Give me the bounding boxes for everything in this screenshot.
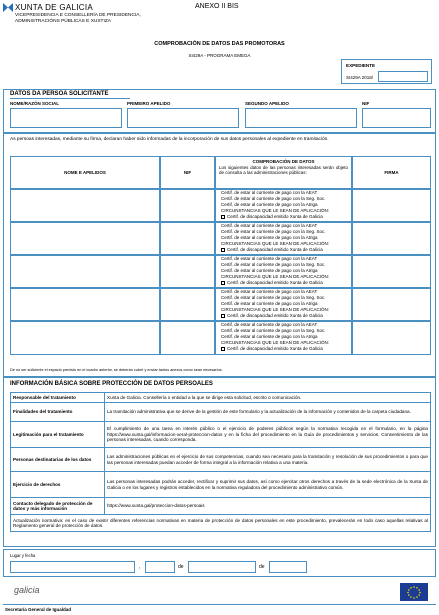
row-1-name-field[interactable] (10, 189, 160, 222)
row-3-discap-label: Certif. de discapacidad emitido Xunta de Galicia (227, 280, 323, 285)
nif-field[interactable] (362, 108, 431, 128)
row-2-circ-label: CIRCUNSTANCIAS QUE LE SEAN DE APLICACIÓN: (221, 241, 329, 246)
sign-month-field[interactable] (188, 561, 256, 573)
eu-flag-icon (400, 583, 428, 601)
footer-rule (3, 604, 436, 605)
row-1-discap-checkbox[interactable] (221, 215, 225, 219)
sign-label: Lugar y fecha (10, 553, 36, 558)
row-1-discap-label: Certif. de discapacidad emitido Xunta de Galicia (227, 214, 323, 219)
row-2-check-atriga: Certif. de estar al corriente de pago con la Atriga (221, 235, 318, 240)
solicitante-title: DATOS DA PERSOA SOLICITANTE (10, 91, 109, 97)
row-3-nif-field[interactable] (160, 255, 215, 288)
row-3-check-segsoc: Certif. de estar al corriente de pago con la Seg. Soc. (221, 262, 326, 267)
row-1-check-segsoc: Certif. de estar al corriente de pago con la Seg. Soc. (221, 196, 326, 201)
row-3-circ-label: CIRCUNSTANCIAS QUE LE SEAN DE APLICACIÓN: (221, 274, 329, 279)
row-4-check-atriga: Certif. de estar al corriente de pago con la Atriga (221, 301, 318, 306)
row-5-nif-field[interactable] (160, 321, 215, 355)
expediente-number-field[interactable] (378, 71, 428, 82)
info-row (11, 393, 431, 403)
row-2-check-segsoc: Certif. de estar al corriente de pago con la Seg. Soc. (221, 229, 326, 234)
row-5-check-segsoc: Certif. de estar al corriente de pago con la Seg. Soc. (221, 328, 326, 333)
row-3-check-atriga: Certif. de estar al corriente de pago con la Atriga (221, 268, 318, 273)
row-4-nif-field[interactable] (160, 288, 215, 321)
row-4-check-segsoc: Certif. de estar al corriente de pago con la Seg. Soc. (221, 295, 326, 300)
privacy-link[interactable]: https://www.xunta.gal/proteccion-datos-persoais (107, 503, 205, 509)
info-value: Las personas interesadas podrán acceder, rectificar y suprimir sus datos, así como ejercitar otros derechos a través de la sede electrónica de la Xunta de Galicia o en los lugares y registros establecidos en la normativa reguladora del procedimiento administrativo común. (105, 472, 431, 498)
info-row (11, 472, 431, 498)
segundo-apellido-field[interactable] (245, 108, 357, 128)
info-update: Actualización normativa: en el caso de existir diferentes referencias normativas en materia de protección de datos personales en este procedimiento, prevalecerán en todo caso aquellas relativas al Reglamento general de protección de datos. (11, 515, 431, 532)
info-key: Personas destinatarias de los datos (11, 448, 105, 472)
header-name: NOME E APELIDOS (64, 170, 106, 175)
info-value: Las administraciones públicas en el ejercicio de sus competencias, cuando sea necesario para la tramitación y resolución de sus procedimientos o para que las personas interesadas puedan acceder de forma integral a la información relativa a una materia. (105, 448, 431, 472)
row-4-circ-label: CIRCUNSTANCIAS QUE LE SEAN DE APLICACIÓN: (221, 307, 329, 312)
annex-label: ANEXO II BIS (195, 3, 239, 10)
footer-text: Secretaría General de Igualdad (5, 607, 72, 612)
procedure-code: SI429A - PROGRAMA EMEGA (188, 53, 251, 58)
department-line-2: ADMINISTRACIÓNS PÚBLICAS E XUSTIZA (15, 18, 111, 24)
row-5-firma-field[interactable] (352, 321, 431, 355)
info-value: Xunta de Galicia. Consellería o entidad a la que se dirige esta solicitud, escrito o comunicación. (105, 393, 431, 403)
row-5-check-aeat: Certif. de estar al corriente de pago con la AEAT (221, 322, 318, 327)
promotoras-table (10, 156, 431, 355)
row-1-check-aeat: Certif. de estar al corriente de pago con la AEAT (221, 190, 318, 195)
sign-year-field[interactable] (269, 561, 307, 573)
row-4-discap-label: Certif. de discapacidad emitido Xunta de Galicia (227, 313, 323, 318)
sign-de-1: de (178, 564, 184, 570)
sign-day-field[interactable] (145, 561, 175, 573)
row-2-discap-label: Certif. de discapacidad emitido Xunta de Galicia (227, 247, 323, 252)
row-3-firma-field[interactable] (352, 255, 431, 288)
document-title: COMPROBACIÓN DE DATOS DAS PROMOTORAS (154, 41, 285, 47)
info-key: Ejercicio de derechos (11, 472, 105, 498)
promotoras-intro: As persoas interesadas, mediante su firma, declaran haber sido informadas de la incorporación de sus datos personales al expediente en tramitación. (10, 137, 329, 142)
row-3-name-field[interactable] (10, 255, 160, 288)
row-3-discap-checkbox[interactable] (221, 281, 225, 285)
department (15, 13, 205, 25)
row-5-name-field[interactable] (10, 321, 160, 355)
header-nif: NIF (183, 170, 192, 175)
nombre-field[interactable] (10, 108, 122, 128)
galicia-brand-logo: galicia (14, 585, 40, 595)
row-5-discap-checkbox[interactable] (221, 347, 225, 351)
info-value[interactable] (105, 498, 431, 515)
info-key: Responsable del tratamiento (11, 393, 105, 403)
info-value: El cumplimiento de una tarea en interés público o el ejercicio de poderes públicos según la normativa recogida en el formulario, en la página https://www.xunta.gal/informacion-xeral-proteccion-datos y en la ficha del procedimiento en la Guía de procedimientos y servicios. Consentimiento de las personas interesadas, cuando corresponda. (105, 422, 431, 448)
promotoras-footnote: De no ser suficiente el espacio previsto en el cuadro anterior, se deberán cubrir y enviar tantos anexos como sean necesarios. (10, 368, 223, 372)
header-comp-title: COMPROBACIÓN DE DATOS (252, 159, 315, 164)
row-5-discap-label: Certif. de discapacidad emitido Xunta de Galicia (227, 346, 323, 351)
info-key: Legitimación para el tratamiento (11, 422, 105, 448)
row-2-discap-checkbox[interactable] (221, 248, 225, 252)
sign-comma: , (139, 564, 141, 570)
info-table (10, 392, 431, 532)
expediente-prefix: SI429A 2018/ (346, 75, 374, 80)
sign-de-2: de (259, 564, 265, 570)
row-4-discap-checkbox[interactable] (221, 314, 225, 318)
info-row (11, 403, 431, 422)
info-row (11, 448, 431, 472)
row-4-firma-field[interactable] (352, 288, 431, 321)
segundo-apellido-label: SEGUNDO APELIDO (245, 101, 289, 106)
row-2-nif-field[interactable] (160, 222, 215, 255)
row-1-check-atriga: Certif. de estar al corriente de pago con la Atriga (221, 202, 318, 207)
solicitante-title-rule (10, 98, 130, 99)
header-firma: FIRMA (384, 170, 399, 175)
nombre-label: NOME/RAZÓN SOCIAL (10, 101, 59, 106)
org-name: XUNTA DE GALICIA (15, 3, 94, 12)
info-row (11, 515, 431, 532)
row-5-check-atriga: Certif. de estar al corriente de pago con la Atriga (221, 334, 318, 339)
row-2-name-field[interactable] (10, 222, 160, 255)
primer-apellido-field[interactable] (127, 108, 239, 128)
row-1-nif-field[interactable] (160, 189, 215, 222)
sign-place-field[interactable] (10, 561, 135, 573)
nif-label: NIF (362, 101, 370, 106)
row-4-check-aeat: Certif. de estar al corriente de pago con la AEAT (221, 289, 318, 294)
row-1-firma-field[interactable] (352, 189, 431, 222)
row-1-circ-label: CIRCUNSTANCIAS QUE LE SEAN DE APLICACIÓN: (221, 208, 329, 213)
xunta-logo-icon (3, 3, 13, 12)
row-3-check-aeat: Certif. de estar al corriente de pago con la AEAT (221, 256, 318, 261)
header-comp-desc: Los siguientes datos de las personas interesadas serán objeto de consulta a las administraciones públicas: (219, 165, 348, 176)
row-5-circ-label: CIRCUNSTANCIAS QUE LE SEAN DE APLICACIÓN: (221, 340, 329, 345)
row-2-check-aeat: Certif. de estar al corriente de pago con la AEAT (221, 223, 318, 228)
info-value: La tramitación administrativa que se derive de la gestión de este formulario y la actualización de la información y contenidos de la carpeta ciudadana. (105, 403, 431, 422)
department-line-1: VICEPRESIDENCIA E CONSELLERÍA DE PRESIDENCIA, (15, 13, 141, 18)
info-key: Contacto delegado de protección de datos y más información (11, 498, 105, 515)
info-row (11, 422, 431, 448)
row-2-firma-field[interactable] (352, 222, 431, 255)
primer-apellido-label: PRIMEIRO APELIDO (127, 101, 171, 106)
info-title: INFORMACIÓN BÁSICA SOBRE PROTECCIÓN DE DATOS PERSOALES (10, 381, 213, 387)
info-key: Finalidades del tratamiento (11, 403, 105, 422)
row-4-name-field[interactable] (10, 288, 160, 321)
expediente-label: EXPEDIENTE (346, 63, 376, 68)
info-row (11, 498, 431, 515)
